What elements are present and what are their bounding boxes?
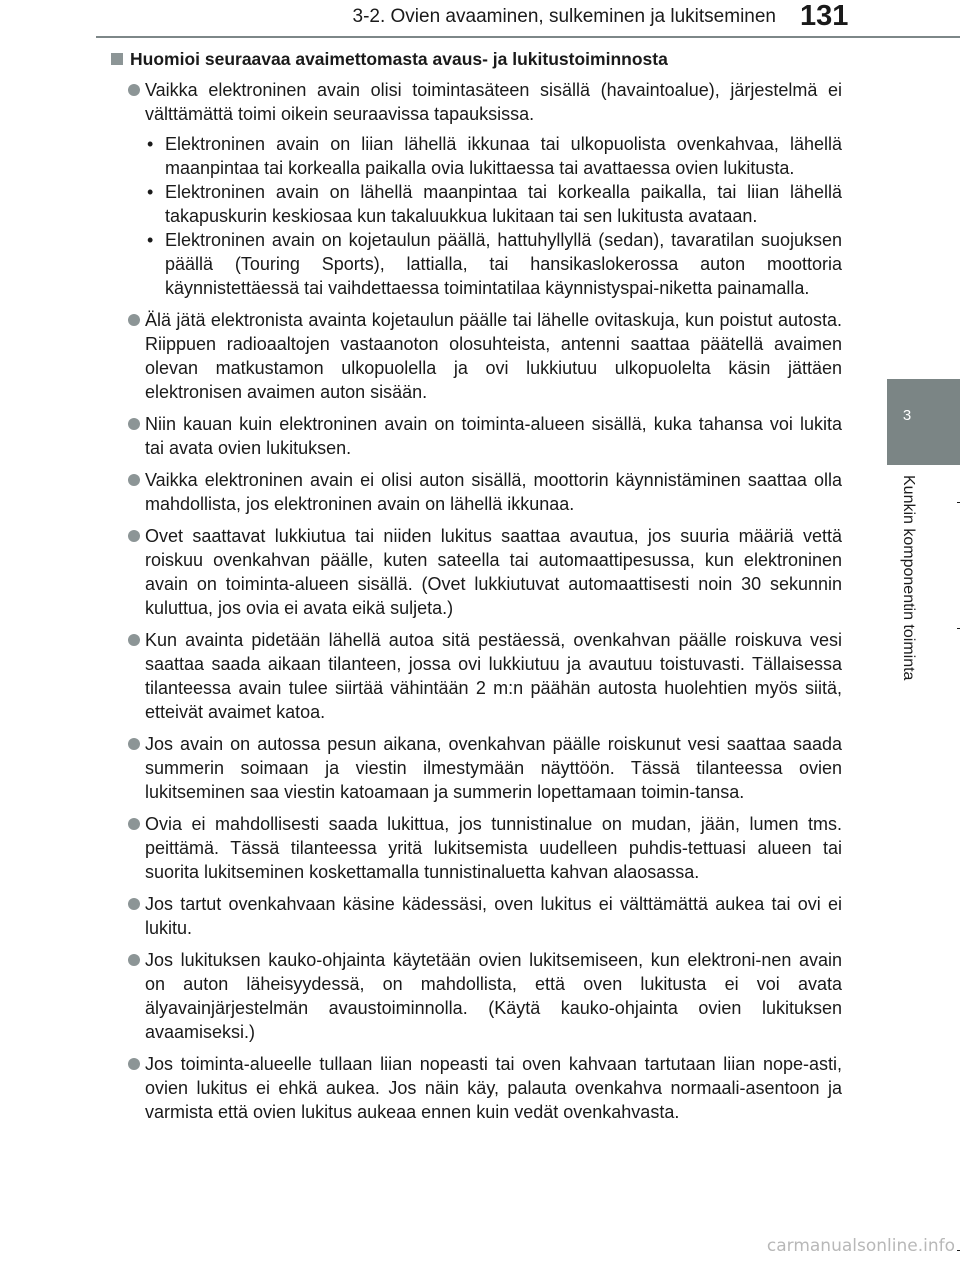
round-bullet-icon bbox=[128, 1058, 140, 1070]
section-heading-text: Huomioi seuraavaa avaimettomasta avaus- ja lukitustoiminnosta bbox=[130, 49, 668, 69]
list-item bbox=[111, 732, 842, 804]
page-number: 131 bbox=[800, 0, 849, 32]
round-bullet-icon bbox=[128, 954, 140, 966]
chapter-tab-number: 3 bbox=[902, 407, 912, 424]
list-item bbox=[111, 1052, 842, 1124]
round-bullet-icon bbox=[128, 818, 140, 830]
list-item bbox=[111, 308, 842, 404]
round-bullet-icon bbox=[128, 530, 140, 542]
round-bullet-icon bbox=[128, 418, 140, 430]
bullet-icon: • bbox=[147, 134, 154, 154]
list-item-text: Jos tartut ovenkahvaan käsine kädessäsi, oven lukitus ei välttämättä aukea tai ovi ei lukitu. bbox=[145, 894, 842, 938]
round-bullet-icon bbox=[128, 634, 140, 646]
page-header-title: 3-2. Ovien avaaminen, sulkeminen ja lukitseminen bbox=[352, 6, 776, 27]
list-item-text: Ovia ei mahdollisesti saada lukittua, jos tunnistinalue on mudan, jään, lumen tms. peittämä. Tässä tilanteessa yritä lukitsemista uudelleen puhdis-tettuasi alueen tai suorita lukitseminen koskettamalla tunnistinaluetta kahvan alaosassa. bbox=[145, 814, 842, 882]
list-item bbox=[111, 812, 842, 884]
page-content bbox=[111, 48, 842, 1132]
header-divider bbox=[96, 36, 960, 38]
round-bullet-icon bbox=[128, 474, 140, 486]
watermark: carmanualsonline.info bbox=[766, 1236, 955, 1256]
list-item-text: Vaikka elektroninen avain ei olisi auton sisällä, moottorin käynnistäminen saattaa olla mahdollista, jos elektroninen avain on lähellä ikkunaa. bbox=[145, 470, 842, 514]
bullet-icon: • bbox=[147, 230, 154, 250]
sub-list-item-text: Elektroninen avain on lähellä maanpintaa tai korkealla paikalla, tai liian lähellä takapuskurin keskiosaa kun takaluukkua lukitaan tai sen lukitusta avataan. bbox=[165, 182, 842, 226]
list-item bbox=[111, 892, 842, 940]
round-bullet-icon bbox=[128, 84, 140, 96]
sub-list-item bbox=[145, 228, 842, 300]
list-item bbox=[111, 948, 842, 1044]
list-item-text: Kun avainta pidetään lähellä autoa sitä pestäessä, ovenkahvan päälle roiskuva vesi saattaa saada aikaan tilanteen, jossa ovi lukkiutuu ja avautuu toistuvasti. Tällaisessa tilanteessa avain tulee siirtää vähintään 2 m:n päähän autosta huolehtien myös siitä, etteivät avaimet katoa. bbox=[145, 630, 842, 722]
list-item-text: Niin kauan kuin elektroninen avain on toiminta-alueen sisällä, kuka tahansa voi lukita tai avata ovien lukituksen. bbox=[145, 414, 842, 458]
chapter-tab-label: Kunkin komponentin toiminta bbox=[900, 475, 917, 681]
list-item bbox=[111, 78, 842, 300]
sub-list-item-text: Elektroninen avain on kojetaulun päällä, hattuhyllyllä (sedan), tavaratilan suojuksen päällä (Touring Sports), lattialla, tai hansikaslokerossa auton moottoria käynnistettäessä tai vaihdettaessa toimintatilaa käynnistyspai-niketta painamalla. bbox=[165, 230, 842, 298]
list-item-text: Vaikka elektroninen avain olisi toimintasäteen sisällä (havaintoalue), järjestelmä ei välttämättä toimi oikein seuraavissa tapauksissa. bbox=[145, 80, 842, 124]
bullet-list bbox=[111, 78, 842, 1124]
bullet-icon: • bbox=[147, 182, 154, 202]
sub-list-item-text: Elektroninen avain on liian lähellä ikkunaa tai ulkopuolista ovenkahvaa, lähellä maanpintaa tai korkealla paikalla ovia lukittaessa tai avattaessa ovien lukitusta. bbox=[165, 134, 842, 178]
round-bullet-icon bbox=[128, 738, 140, 750]
list-item-text: Jos avain on autossa pesun aikana, ovenkahvan päälle roiskunut vesi saattaa saada summerin soimaan ja viestin ilmestymään näyttöön. Tässä tilanteessa ovien lukitseminen saa viestin katoamaan ja summerin lopettamaan toimin-tansa. bbox=[145, 734, 842, 802]
list-item bbox=[111, 628, 842, 724]
list-item bbox=[111, 412, 842, 460]
square-bullet-icon bbox=[111, 53, 123, 65]
sub-list-item bbox=[145, 180, 842, 228]
list-item-text: Älä jätä elektronista avainta kojetaulun päälle tai lähelle ovitaskuja, kun poistut autosta. Riippuen radioaaltojen vastaanoton olosuhteista, antenni saattaa päätellä avaimen olevan matkustamon ulkopuolella ja ovi lukkiutuu ulkopuolelta käsin jättäen elektronisen avaimen auton sisään. bbox=[145, 310, 842, 402]
list-item bbox=[111, 524, 842, 620]
list-item-text: Jos lukituksen kauko-ohjainta käytetään ovien lukitsemiseen, kun elektroni-nen avain on auton läheisyydessä, on mahdollista, että oven lukitusta ei voi avata älyavainjärjestelmän avaustoiminnolla. (Käytä kauko-ohjainta ovien lukituksen avaamiseksi.) bbox=[145, 950, 842, 1042]
round-bullet-icon bbox=[128, 314, 140, 326]
list-item-text: Ovet saattavat lukkiutua tai niiden lukitus saattaa avautua, jos suuria määriä vettä roiskuu ovenkahvan päälle, kuten sateella tai automaattipesussa, kun elektroninen avain on toiminta-alueen sisällä. (Ovet lukkiutuvat automaattisesti noin 30 sekunnin kuluttua, jos ovia ei avata eikä suljeta.) bbox=[145, 526, 842, 618]
list-item bbox=[111, 468, 842, 516]
list-item-text: Jos toiminta-alueelle tullaan liian nopeasti tai oven kahvaan tartutaan liian nope-asti, ovien lukitus ei ehkä aukea. Jos näin käy, palauta ovenkahva normaali-asentoon ja varmista että ovien lukitus aukeaa ennen kuin vedät ovenkahvasta. bbox=[145, 1054, 842, 1122]
round-bullet-icon bbox=[128, 898, 140, 910]
sub-list bbox=[145, 132, 842, 300]
sub-list-item bbox=[145, 132, 842, 180]
section-heading bbox=[111, 48, 842, 70]
